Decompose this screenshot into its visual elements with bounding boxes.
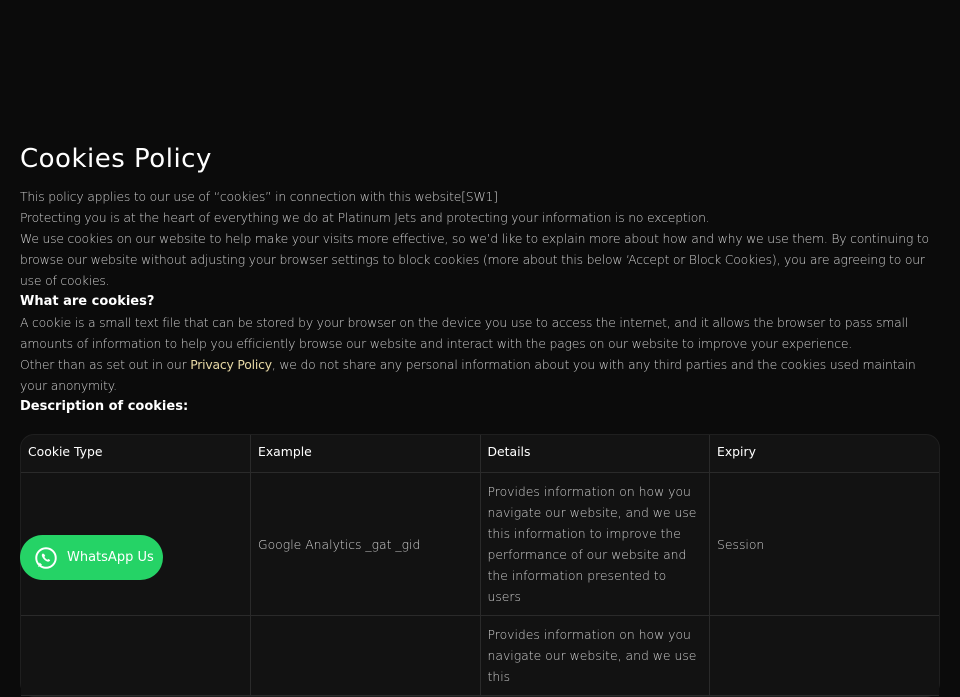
- privacy-policy-link[interactable]: Privacy Policy: [190, 357, 272, 372]
- cell-example: [251, 616, 481, 696]
- table-row: [21, 616, 939, 696]
- privacy-paragraph: [20, 354, 940, 396]
- cell-example: Google Analytics _gat _gid: [251, 473, 481, 616]
- description-of-cookies-heading: Description of cookies:: [20, 399, 189, 414]
- cell-expiry: Session: [710, 473, 940, 616]
- privacy-suffix: , we do not share any personal information about you with any third parties and the cookies used maintain your anonymity.: [20, 357, 916, 393]
- header-expiry: Expiry: [710, 435, 940, 473]
- whatsapp-label: WhatsApp Us: [67, 550, 154, 565]
- cell-details: Provides information on how you navigate our website, and we use this information to improve the performance of our website and the information presented to users: [480, 473, 710, 616]
- privacy-prefix: Other than as set out in our: [20, 357, 191, 372]
- header-details: Details: [480, 435, 710, 473]
- what-are-cookies-heading: What are cookies?: [20, 294, 155, 309]
- what-are-cookies-text: A cookie is a small text file that can be stored by your browser on the device you use to access the internet, and it allows the browser to pass small amounts of information to help you efficiently browse our website and interact with the pages on our website to improve your experience.: [20, 315, 909, 351]
- intro-paragraph-1: This policy applies to our use of “cookies” in connection with this website[SW1]: [20, 189, 498, 204]
- cell-expiry: [710, 616, 940, 696]
- table-header-row: [21, 435, 939, 473]
- whatsapp-icon: [33, 545, 59, 571]
- whatsapp-button[interactable]: [20, 535, 163, 580]
- header-example: Example: [251, 435, 481, 473]
- header-cookie-type: Cookie Type: [21, 435, 251, 473]
- intro-paragraph-2: Protecting you is at the heart of everything we do at Platinum Jets and protecting your information is no exception.: [20, 210, 710, 225]
- cookies-policy-content: [20, 140, 940, 697]
- intro-paragraph-3: We use cookies on our website to help make your visits more effective, so we’d like to explain more about how and why we use them. By continuing to browse our website without adjusting your browser settings to block cookies (more about this below ‘Accept or Block Cookies), you are agreeing to our use of cookies.: [20, 231, 929, 288]
- cell-details: Provides information on how you navigate our website, and we use this: [480, 616, 710, 696]
- page-title: Cookies Policy: [20, 144, 212, 174]
- cell-cookie-type: [21, 616, 251, 696]
